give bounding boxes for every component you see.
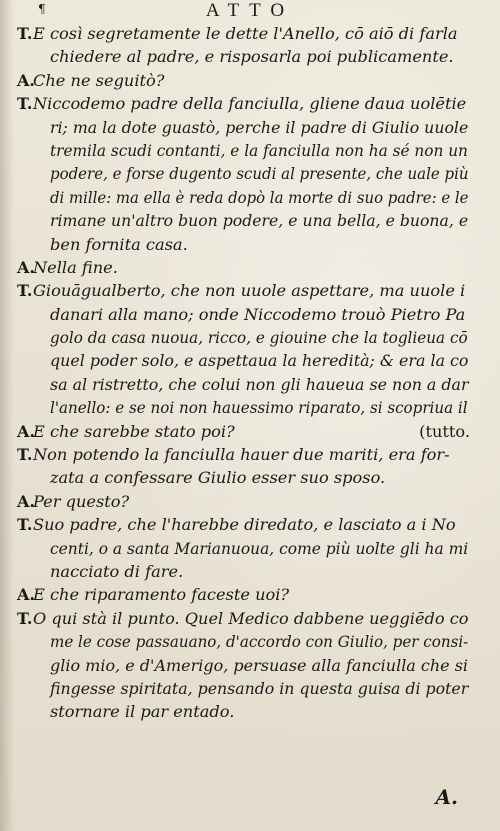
text-line bbox=[0, 583, 500, 606]
text-line bbox=[0, 630, 500, 653]
line-text: E che sarebbe stato poi? bbox=[33, 421, 235, 441]
line-text: E così segretamente le dette l'Anello, cō aiō di farla bbox=[33, 24, 458, 43]
speaker-label: T. bbox=[17, 608, 33, 628]
line-text: sa al ristretto, che colui non gli haueua se non a dar bbox=[50, 374, 469, 394]
line-text: stornare il par entado. bbox=[50, 702, 235, 722]
text-line bbox=[0, 490, 500, 513]
text-line bbox=[0, 326, 500, 349]
text-line bbox=[0, 466, 500, 489]
text-line bbox=[0, 162, 500, 185]
line-text: quel poder solo, e aspettaua la heredità; & era la co bbox=[50, 351, 469, 371]
text-line bbox=[0, 373, 500, 396]
line-text: me le cose passauano, d'accordo con Giulio, per consi- bbox=[50, 632, 469, 652]
line-text: podere, e forse dugento scudi al presente, che uale più bbox=[50, 164, 469, 184]
line-text: Suo padre, che l'harebbe diredato, e lasciato a i No bbox=[33, 515, 456, 535]
line-text: zata a confessare Giulio esser suo sposo. bbox=[50, 468, 386, 488]
text-line bbox=[0, 560, 500, 583]
speaker-label: A. bbox=[17, 585, 35, 605]
text-line bbox=[0, 700, 500, 723]
text-line bbox=[0, 209, 500, 232]
line-text: Per questo? bbox=[33, 491, 130, 511]
text-line bbox=[0, 513, 500, 536]
text-line bbox=[0, 92, 500, 115]
text-line bbox=[0, 677, 500, 700]
speaker-label: T. bbox=[17, 445, 33, 465]
page-mark: ¶ bbox=[38, 2, 46, 16]
text-line bbox=[0, 420, 500, 443]
line-text: golo da casa nuoua, ricco, e giouine che la toglieua cō bbox=[50, 328, 468, 348]
text-line bbox=[0, 537, 500, 560]
speaker-label: T. bbox=[17, 281, 33, 301]
line-text: Nella fine. bbox=[33, 257, 118, 277]
line-text: fingesse spiritata, pensando in questa guisa di poter bbox=[50, 678, 469, 698]
text-line bbox=[0, 116, 500, 139]
line-text: centi, o a santa Marianuoua, come più uolte gli ha mi bbox=[50, 538, 469, 558]
speaker-label: T. bbox=[17, 515, 33, 535]
text-line bbox=[0, 22, 500, 45]
running-header bbox=[0, 0, 500, 24]
text-line bbox=[0, 607, 500, 630]
text-line bbox=[0, 186, 500, 209]
text-line bbox=[0, 69, 500, 92]
line-text: di mille: ma ella è reda dopò la morte di suo padre: e le bbox=[50, 187, 469, 207]
line-text: nacciato di fare. bbox=[50, 561, 184, 581]
text-line bbox=[0, 654, 500, 677]
text-line bbox=[0, 279, 500, 302]
line-tail-text: (tutto. bbox=[419, 421, 470, 441]
speaker-label: A. bbox=[17, 257, 35, 277]
text-line bbox=[0, 349, 500, 372]
speaker-label: A. bbox=[17, 70, 35, 90]
line-text: Non potendo la fanciulla hauer due mariti, era for- bbox=[33, 445, 450, 465]
text-block bbox=[0, 22, 500, 724]
line-text: ri; ma la dote guastò, perche il padre di Giulio uuole bbox=[50, 117, 469, 137]
line-text: rimane un'altro buon podere, e una bella, e buona, e bbox=[50, 211, 469, 231]
speaker-label: T. bbox=[17, 94, 33, 114]
line-text: ben fornita casa. bbox=[50, 234, 188, 254]
line-text: chiedere al padre, e risposarla poi publicamente. bbox=[50, 47, 454, 67]
line-text: danari alla mano; onde Niccodemo trouò Pietro Pa bbox=[50, 304, 466, 324]
text-line bbox=[0, 233, 500, 256]
text-line bbox=[0, 396, 500, 419]
line-text: Giouāgualberto, che non uuole aspettare, ma uuole i bbox=[33, 281, 466, 301]
text-line bbox=[0, 256, 500, 279]
speaker-label: A. bbox=[17, 491, 35, 511]
catchword: A. bbox=[435, 785, 458, 809]
line-text: E che riparamento faceste uoi? bbox=[33, 585, 290, 605]
line-text: O qui stà il punto. Quel Medico dabbene ueggiēdo co bbox=[33, 608, 469, 628]
line-text: tremila scudi contanti, e la fanciulla non ha sé non un bbox=[50, 140, 468, 160]
line-text: glio mio, e d'Amerigo, persuase alla fanciulla che si bbox=[50, 655, 469, 675]
text-line bbox=[0, 45, 500, 68]
speaker-label: T. bbox=[17, 24, 33, 43]
speaker-label: A. bbox=[17, 421, 35, 441]
header-title: ATTO bbox=[205, 0, 295, 21]
text-line bbox=[0, 443, 500, 466]
text-line bbox=[0, 303, 500, 326]
line-text: l'anello: e se noi non hauessimo riparato, si scopriua il bbox=[50, 398, 468, 418]
line-text: Che ne seguitò? bbox=[33, 70, 165, 90]
line-text: Niccodemo padre della fanciulla, gliene daua uolētie bbox=[33, 94, 467, 114]
text-line bbox=[0, 139, 500, 162]
